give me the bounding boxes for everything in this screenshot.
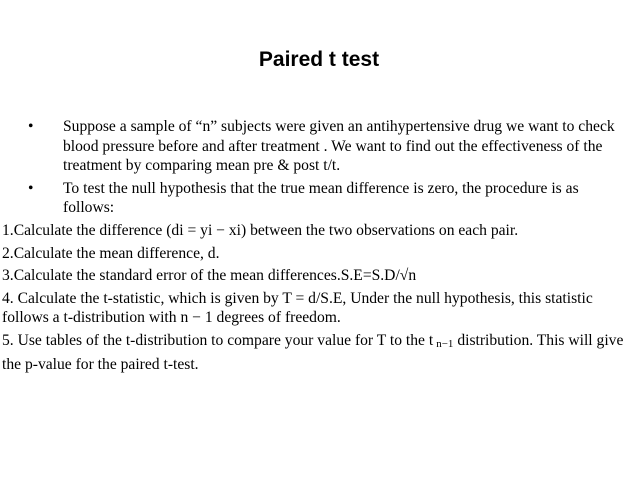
- bullet-text: Suppose a sample of “n” subjects were given an antihypertensive drug we want to check blood pressure before and after treatment . We want to find out the effectiveness of the treatment by comparing mean pre & post t/t.: [63, 118, 615, 175]
- step-1: 1.Calculate the difference (di = yi − xi) between the two observations on each pair.: [2, 221, 519, 239]
- slide-title: Paired t test: [258, 48, 380, 71]
- bullet-text: To test the null hypothesis that the true mean difference is zero, the procedure is as follows:: [63, 179, 579, 217]
- bullet-item: [0, 179, 630, 218]
- step-4: 4. Calculate the t-statistic, which is given by T = d/S.E, Under the null hypothesis, this statistic follows a t-distribution with n − 1 degrees of freedom.: [2, 289, 593, 327]
- bullet-dot-icon: •: [28, 118, 34, 135]
- bullet-item: [0, 117, 630, 176]
- bullet-dot-icon: •: [28, 179, 34, 197]
- step-3: 3.Calculate the standard error of the mean differences.S.E=S.D/√n: [2, 267, 417, 285]
- step-5: [0, 331, 630, 374]
- step-5-continuation: distribution. This will give the p-value for the paired t-test.: [2, 331, 624, 373]
- step-5-text: 5. Use tables of the t-distribution to compare your value for T to the t: [2, 331, 434, 349]
- step-2: 2.Calculate the mean difference, d.: [2, 244, 220, 262]
- slide-body: [0, 117, 630, 377]
- step-5-subscript: n−1: [436, 337, 454, 350]
